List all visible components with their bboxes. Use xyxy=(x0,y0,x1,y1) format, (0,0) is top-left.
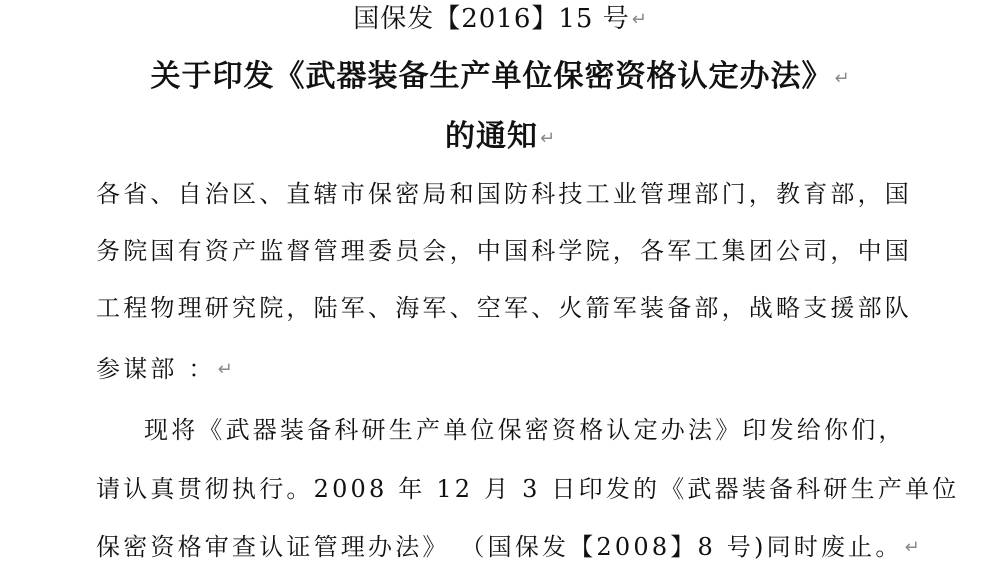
document-number-line xyxy=(0,6,1000,32)
title-line-2 xyxy=(0,119,1000,154)
title-text-2: 的通知 xyxy=(444,119,538,154)
paragraph-mark-icon: ↵ xyxy=(217,359,233,380)
addressee-text: 务院国有资产监督管理委员会，中国科学院，各军工集团公司，中国 xyxy=(96,237,912,265)
title-text-1: 关于印发《武器装备生产单位保密资格认定办法》 xyxy=(150,59,833,94)
paragraph-mark-icon: ↵ xyxy=(904,537,920,558)
body-paragraph-line xyxy=(96,477,959,501)
body-text: 现将《武器装备科研生产单位保密资格认定办法》印发给你们， xyxy=(144,416,906,444)
addressee-line xyxy=(96,357,233,381)
paragraph-mark-icon: ↵ xyxy=(539,128,556,149)
body-text: 请认真贯彻执行。2008 年 12 月 3 日印发的《武器装备科研生产单位 xyxy=(96,475,960,503)
addressee-text: 参谋部 ： xyxy=(96,355,216,383)
addressee-text: 工程物理研究院，陆军、海军、空军、火箭军装备部，战略支援部队 xyxy=(96,294,912,322)
paragraph-mark-icon: ↵ xyxy=(631,9,647,30)
title-line-1 xyxy=(0,59,1000,94)
body-paragraph-line xyxy=(96,535,920,559)
addressee-text: 各省、自治区、直辖市保密局和国防科技工业管理部门，教育部，国 xyxy=(96,180,912,208)
paragraph-mark-icon: ↵ xyxy=(834,68,850,89)
body-paragraph-line xyxy=(144,418,906,442)
addressee-line xyxy=(96,182,912,206)
document-number: 国保发【2016】15 号 xyxy=(353,4,630,34)
addressee-line xyxy=(96,296,912,320)
addressee-line xyxy=(96,239,912,263)
body-text: 保密资格审查认证管理办法》 （国保发【2008】8 号)同时废止。 xyxy=(96,533,903,561)
